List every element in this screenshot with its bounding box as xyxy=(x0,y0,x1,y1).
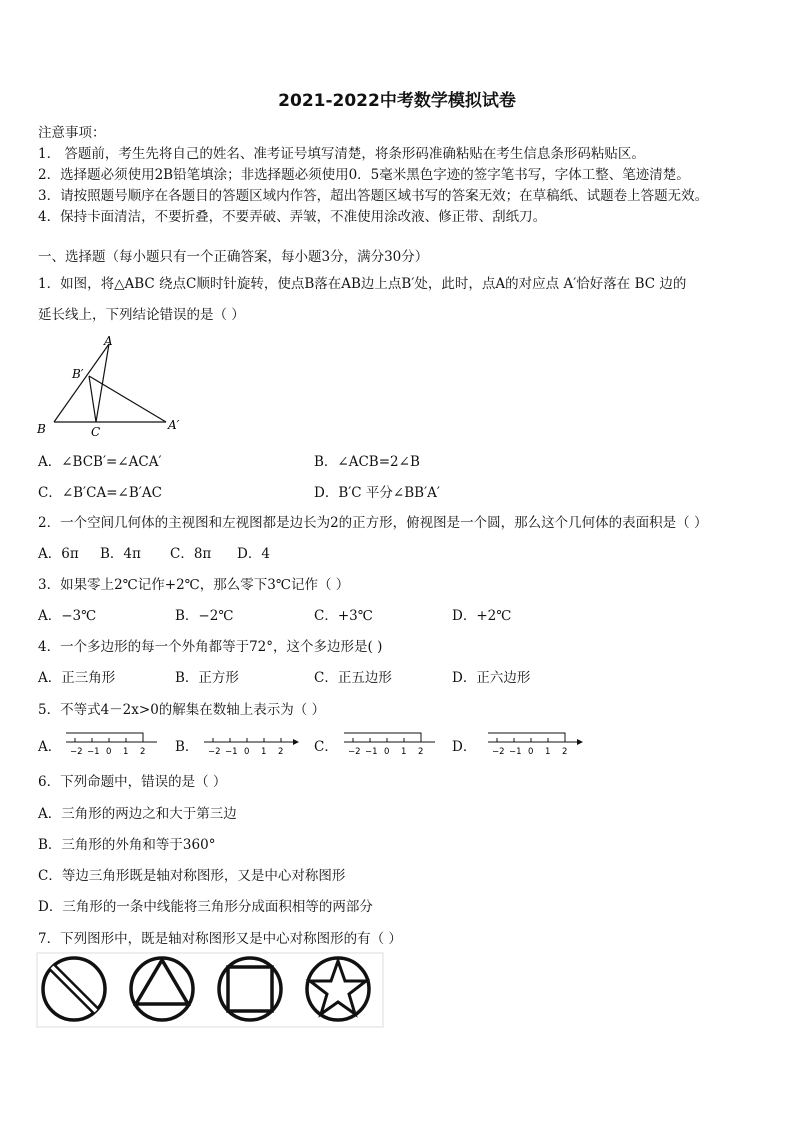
question-7-stem: 7．下列图形中，既是轴对称图形又是中心对称图形的有（ ） xyxy=(38,931,402,947)
tick-label: −1 xyxy=(87,747,100,757)
tick-label: −2 xyxy=(208,747,221,757)
q5-option-c: C． xyxy=(314,739,338,755)
tick-label: 0 xyxy=(244,747,250,757)
notice-item: 3．请按照题号顺序在各题目的答题区域内作答，超出答题区域书写的答案无效；在草稿纸、试题卷上答题无效。 xyxy=(38,188,709,204)
tick-label: −1 xyxy=(365,747,378,757)
q5-option-a: A． xyxy=(38,739,62,755)
q3-option-d: D．+2℃ xyxy=(452,608,512,624)
tick-label: −1 xyxy=(225,747,238,757)
q5-number-line-a xyxy=(62,728,162,758)
tick-label: 0 xyxy=(106,747,112,757)
circle-triangle-icon xyxy=(131,958,193,1020)
tick-label: 0 xyxy=(384,747,390,757)
tick-label: 2 xyxy=(278,747,284,757)
point-label-C: C xyxy=(91,425,101,439)
triangle-rotation-figure xyxy=(34,334,194,442)
tick-label: 1 xyxy=(545,747,551,757)
notice-item: 1． 答题前，考生先将自己的姓名、准考证号填写清楚，将条形码准确粘贴在考生信息条形码粘贴区。 xyxy=(38,146,645,162)
q4-option-b: B．正方形 xyxy=(175,670,239,686)
q3-option-b: B．−2℃ xyxy=(175,608,234,624)
question-6-stem: 6．下列命题中，错误的是（ ） xyxy=(38,774,227,790)
circle-slash-icon xyxy=(43,958,105,1020)
q1-option-b: B．∠ACB=2∠B xyxy=(314,454,420,470)
q5-number-line-c xyxy=(340,728,440,758)
notice-item: 2．选择题必须使用2B铅笔填涂；非选择题必须使用0．5毫米黑色字迹的签字笔书写，字体工整、笔迹清楚。 xyxy=(38,167,690,183)
q6-option-c: C．等边三角形既是轴对称图形，又是中心对称图形 xyxy=(38,868,346,884)
tick-label: 2 xyxy=(418,747,424,757)
q1-option-c: C．∠B′CA=∠B′AC xyxy=(38,485,162,501)
tick-label: 2 xyxy=(562,747,568,757)
q5-number-line-b xyxy=(200,728,300,758)
q2-option-c: C．8π xyxy=(170,546,212,562)
q5-number-line-d xyxy=(484,728,584,758)
question-3-stem: 3．如果零上2℃记作+2℃，那么零下3℃记作（ ） xyxy=(38,577,350,593)
tick-label: 1 xyxy=(261,747,267,757)
notice-item: 4．保持卡面清洁，不要折叠，不要弄破、弄皱，不准使用涂改液、修正带、刮纸刀。 xyxy=(38,209,547,225)
tick-label: 1 xyxy=(123,747,129,757)
q7-shapes-figure xyxy=(36,952,384,1028)
q4-option-a: A．正三角形 xyxy=(38,670,116,686)
q5-option-d: D． xyxy=(452,739,477,755)
q6-option-d: D．三角形的一条中线能将三角形分成面积相等的两部分 xyxy=(38,899,373,915)
point-label-A: A xyxy=(104,334,113,348)
q2-option-a: A．6π xyxy=(38,546,79,562)
tick-label: 0 xyxy=(528,747,534,757)
q4-option-c: C．正五边形 xyxy=(314,670,392,686)
q6-option-b: B．三角形的外角和等于360° xyxy=(38,837,216,853)
tick-label: 2 xyxy=(140,747,146,757)
q1-option-d: D．B′C 平分∠BB′A′ xyxy=(314,485,440,501)
question-2-stem: 2．一个空间几何体的主视图和左视图都是边长为2的正方形，俯视图是一个圆，那么这个几何体的表面积是（ ） xyxy=(38,515,708,531)
question-5-stem: 5．不等式4－2x>0的解集在数轴上表示为（ ） xyxy=(38,702,326,718)
tick-label: −2 xyxy=(348,747,361,757)
question-1-stem: 1．如图，将△ABC 绕点C顺时针旋转，使点B落在AB边上点B′处，此时，点A的对应点 A′恰好落在 BC 边的 xyxy=(38,276,687,292)
circle-star-icon xyxy=(307,958,369,1020)
point-label-B: B xyxy=(37,422,46,436)
question-1-stem-cont: 延长线上，下列结论错误的是（ ） xyxy=(38,307,245,323)
circle-square-icon xyxy=(219,958,281,1020)
point-label-B-prime: B′ xyxy=(72,367,84,381)
question-4-stem: 4．一个多边形的每一个外角都等于72°，这个多边形是( ) xyxy=(38,639,383,655)
tick-label: 1 xyxy=(401,747,407,757)
page-title: 2021-2022中考数学模拟试卷 xyxy=(278,91,516,111)
q5-option-b: B． xyxy=(175,739,199,755)
tick-label: −2 xyxy=(492,747,505,757)
q2-option-d: D．4 xyxy=(237,546,270,562)
q4-option-d: D．正六边形 xyxy=(452,670,531,686)
tick-label: −1 xyxy=(509,747,522,757)
q3-option-c: C．+3℃ xyxy=(314,608,373,624)
q1-option-a: A．∠BCB′=∠ACA′ xyxy=(38,454,162,470)
q2-option-b: B．4π xyxy=(100,546,141,562)
notice-heading: 注意事项： xyxy=(38,125,106,141)
tick-label: −2 xyxy=(70,747,83,757)
point-label-A-prime: A′ xyxy=(168,418,180,432)
section-heading: 一、选择题（每小题只有一个正确答案，每小题3分，满分30分） xyxy=(38,249,429,265)
q6-option-a: A．三角形的两边之和大于第三边 xyxy=(38,806,237,822)
q3-option-a: A．−3℃ xyxy=(38,608,97,624)
